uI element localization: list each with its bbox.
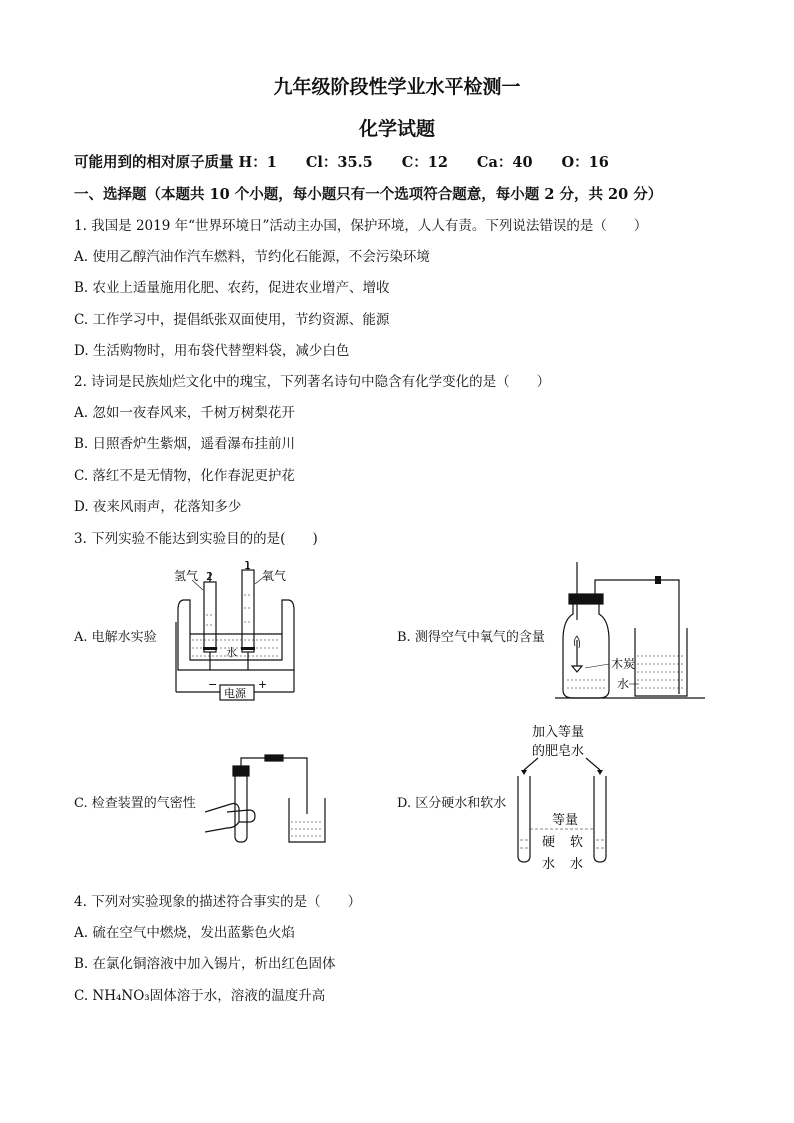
beaker-water-label: 水: [617, 677, 630, 691]
hard-water-label-1: 硬: [542, 835, 556, 850]
exam-title: 九年级阶段性学业水平检测一: [273, 76, 521, 98]
add-soap-line1: 加入等量: [532, 725, 585, 740]
exam-subtitle: 化学试题: [358, 118, 435, 140]
tube-1-label: 1: [244, 560, 251, 572]
question-1-stem: 1. 我国是 2019 年“世界环境日”活动主办国，保护环境，人人有责。下列说法错误的是（ ）: [74, 218, 648, 234]
question-4-option-b: B. 在氯化铜溶液中加入锡片，析出红色固体: [74, 956, 336, 972]
question-2-option-a: A. 忽如一夜春风来，千树万树梨花开: [74, 405, 295, 421]
tube-2-label: 2: [206, 570, 213, 583]
question-4-stem: 4. 下列对实验现象的描述符合事实的是（ ）: [74, 894, 362, 910]
equal-label: 等量: [552, 813, 579, 828]
soft-water-label-2: 水: [570, 857, 584, 872]
hard-water-label-2: 水: [542, 857, 556, 872]
oxygen-content-apparatus-figure: [555, 560, 710, 705]
question-1-option-c: C. 工作学习中，提倡纸张双面使用，节约资源、能源: [74, 312, 390, 328]
question-1-option-b: B. 农业上适量施用化肥、农药，促进农业增产、增收: [74, 280, 390, 296]
charcoal-label: 木炭: [611, 657, 636, 671]
question-4-option-a: A. 硫在空气中燃烧，发出蓝紫色火焰: [74, 925, 295, 941]
question-3-option-a: A. 电解水实验: [74, 630, 157, 645]
add-soap-line2: 的肥皂水: [532, 744, 585, 759]
question-3-option-c: C. 检查装置的气密性: [74, 796, 196, 811]
question-1-option-d: D. 生活购物时，用布袋代替塑料袋，减少白色: [74, 343, 350, 359]
atomic-masses: 可能用到的相对原子质量 H：1 Cl：35.5 C：12 Ca：40 O：16: [74, 154, 609, 171]
question-3-stem: 3. 下列实验不能达到实验目的的是( ): [74, 531, 318, 547]
question-3-option-b: B. 测得空气中氧气的含量: [397, 630, 545, 645]
hard-soft-water-figure: [508, 722, 628, 877]
question-2-stem: 2. 诗词是民族灿烂文化中的瑰宝，下列著名诗句中隐含有化学变化的是（ ）: [74, 374, 551, 390]
water-label: 水: [226, 646, 237, 659]
question-4-option-c: C. NH₄NO₃固体溶于水，溶液的温度升高: [74, 988, 326, 1004]
power-label: 电源: [224, 687, 246, 700]
soft-water-label-1: 软: [570, 835, 584, 850]
question-3-option-d: D. 区分硬水和软水: [397, 796, 507, 811]
question-2-option-d: D. 夜来风雨声，花落知多少: [74, 499, 242, 515]
question-1-option-a: A. 使用乙醇汽油作汽车燃料，节约化石能源，不会污染环境: [74, 249, 430, 265]
question-2-option-c: C. 落红不是无情物，化作春泥更护花: [74, 468, 295, 484]
airtightness-check-figure: [205, 752, 340, 852]
oxygen-label: 氧气: [262, 569, 287, 583]
hydrogen-label: 氢气: [174, 569, 199, 583]
section-heading: 一、选择题（本题共 10 个小题，每小题只有一个选项符合题意，每小题 2 分，共 20 分）: [74, 186, 663, 203]
question-2-option-b: B. 日照香炉生紫烟，遥看瀑布挂前川: [74, 436, 296, 452]
minus-label: −: [208, 678, 218, 691]
plus-label: +: [258, 678, 268, 691]
electrolysis-apparatus-figure: [170, 560, 305, 705]
